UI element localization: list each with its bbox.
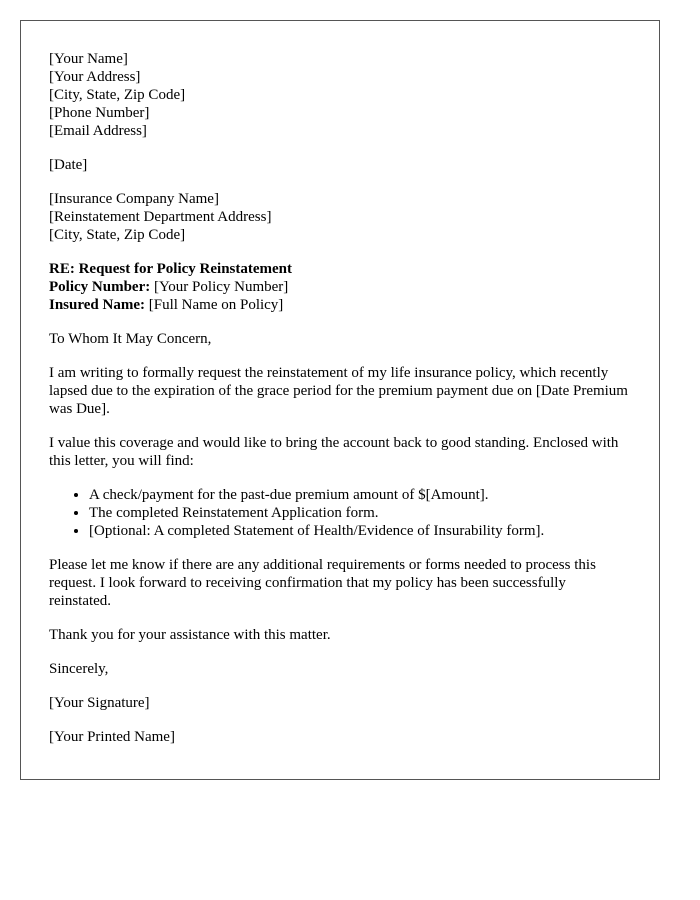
date-block	[49, 156, 631, 174]
reference-block	[49, 260, 631, 314]
policy-number-value: [Your Policy Number]	[150, 279, 289, 295]
sender-address: [Your Address]	[49, 69, 141, 85]
letter-page	[20, 20, 660, 780]
salutation: To Whom It May Concern,	[49, 331, 212, 347]
insured-name-value: [Full Name on Policy]	[144, 297, 284, 313]
subject-line: RE: Request for Policy Reinstatement	[49, 261, 293, 277]
recipient-city-state-zip: [City, State, Zip Code]	[49, 227, 186, 243]
list-item: • The completed Reinstatement Application form.	[89, 504, 631, 522]
closing: Sincerely,	[49, 661, 109, 677]
insured-name-label: Insured Name:	[49, 297, 145, 313]
sender-phone: [Phone Number]	[49, 105, 150, 121]
signature: [Your Signature]	[49, 695, 150, 711]
body-paragraph-4: Thank you for your assistance with this matter.	[49, 627, 331, 643]
sender-block	[49, 50, 631, 140]
recipient-company: [Insurance Company Name]	[49, 191, 219, 207]
policy-number-label: Policy Number:	[49, 279, 151, 295]
list-item: • A check/payment for the past-due premium amount of $[Amount].	[89, 486, 631, 504]
sender-email: [Email Address]	[49, 123, 147, 139]
insured-name-line	[49, 296, 631, 314]
list-item: • [Optional: A completed Statement of Health/Evidence of Insurability form].	[89, 522, 631, 540]
recipient-block	[49, 190, 631, 244]
body-paragraph-3: Please let me know if there are any additional requirements or forms needed to process this request. I look forward to receiving confirmation that my policy has been successfully reinstated.	[49, 557, 596, 609]
body-paragraph-1: I am writing to formally request the reinstatement of my life insurance policy, which recently lapsed due to the expiration of the grace period for the premium payment due on [Date Premium was Due].	[49, 365, 628, 417]
body-paragraph-2: I value this coverage and would like to bring the account back to good standing. Enclosed with this letter, you will find:	[49, 435, 619, 469]
sender-city-state-zip: [City, State, Zip Code]	[49, 87, 186, 103]
enclosure-list	[49, 486, 631, 540]
sender-name: [Your Name]	[49, 51, 128, 67]
printed-name: [Your Printed Name]	[49, 729, 175, 745]
letter-date: [Date]	[49, 157, 88, 173]
policy-number-line	[49, 278, 631, 296]
recipient-department-address: [Reinstatement Department Address]	[49, 209, 272, 225]
